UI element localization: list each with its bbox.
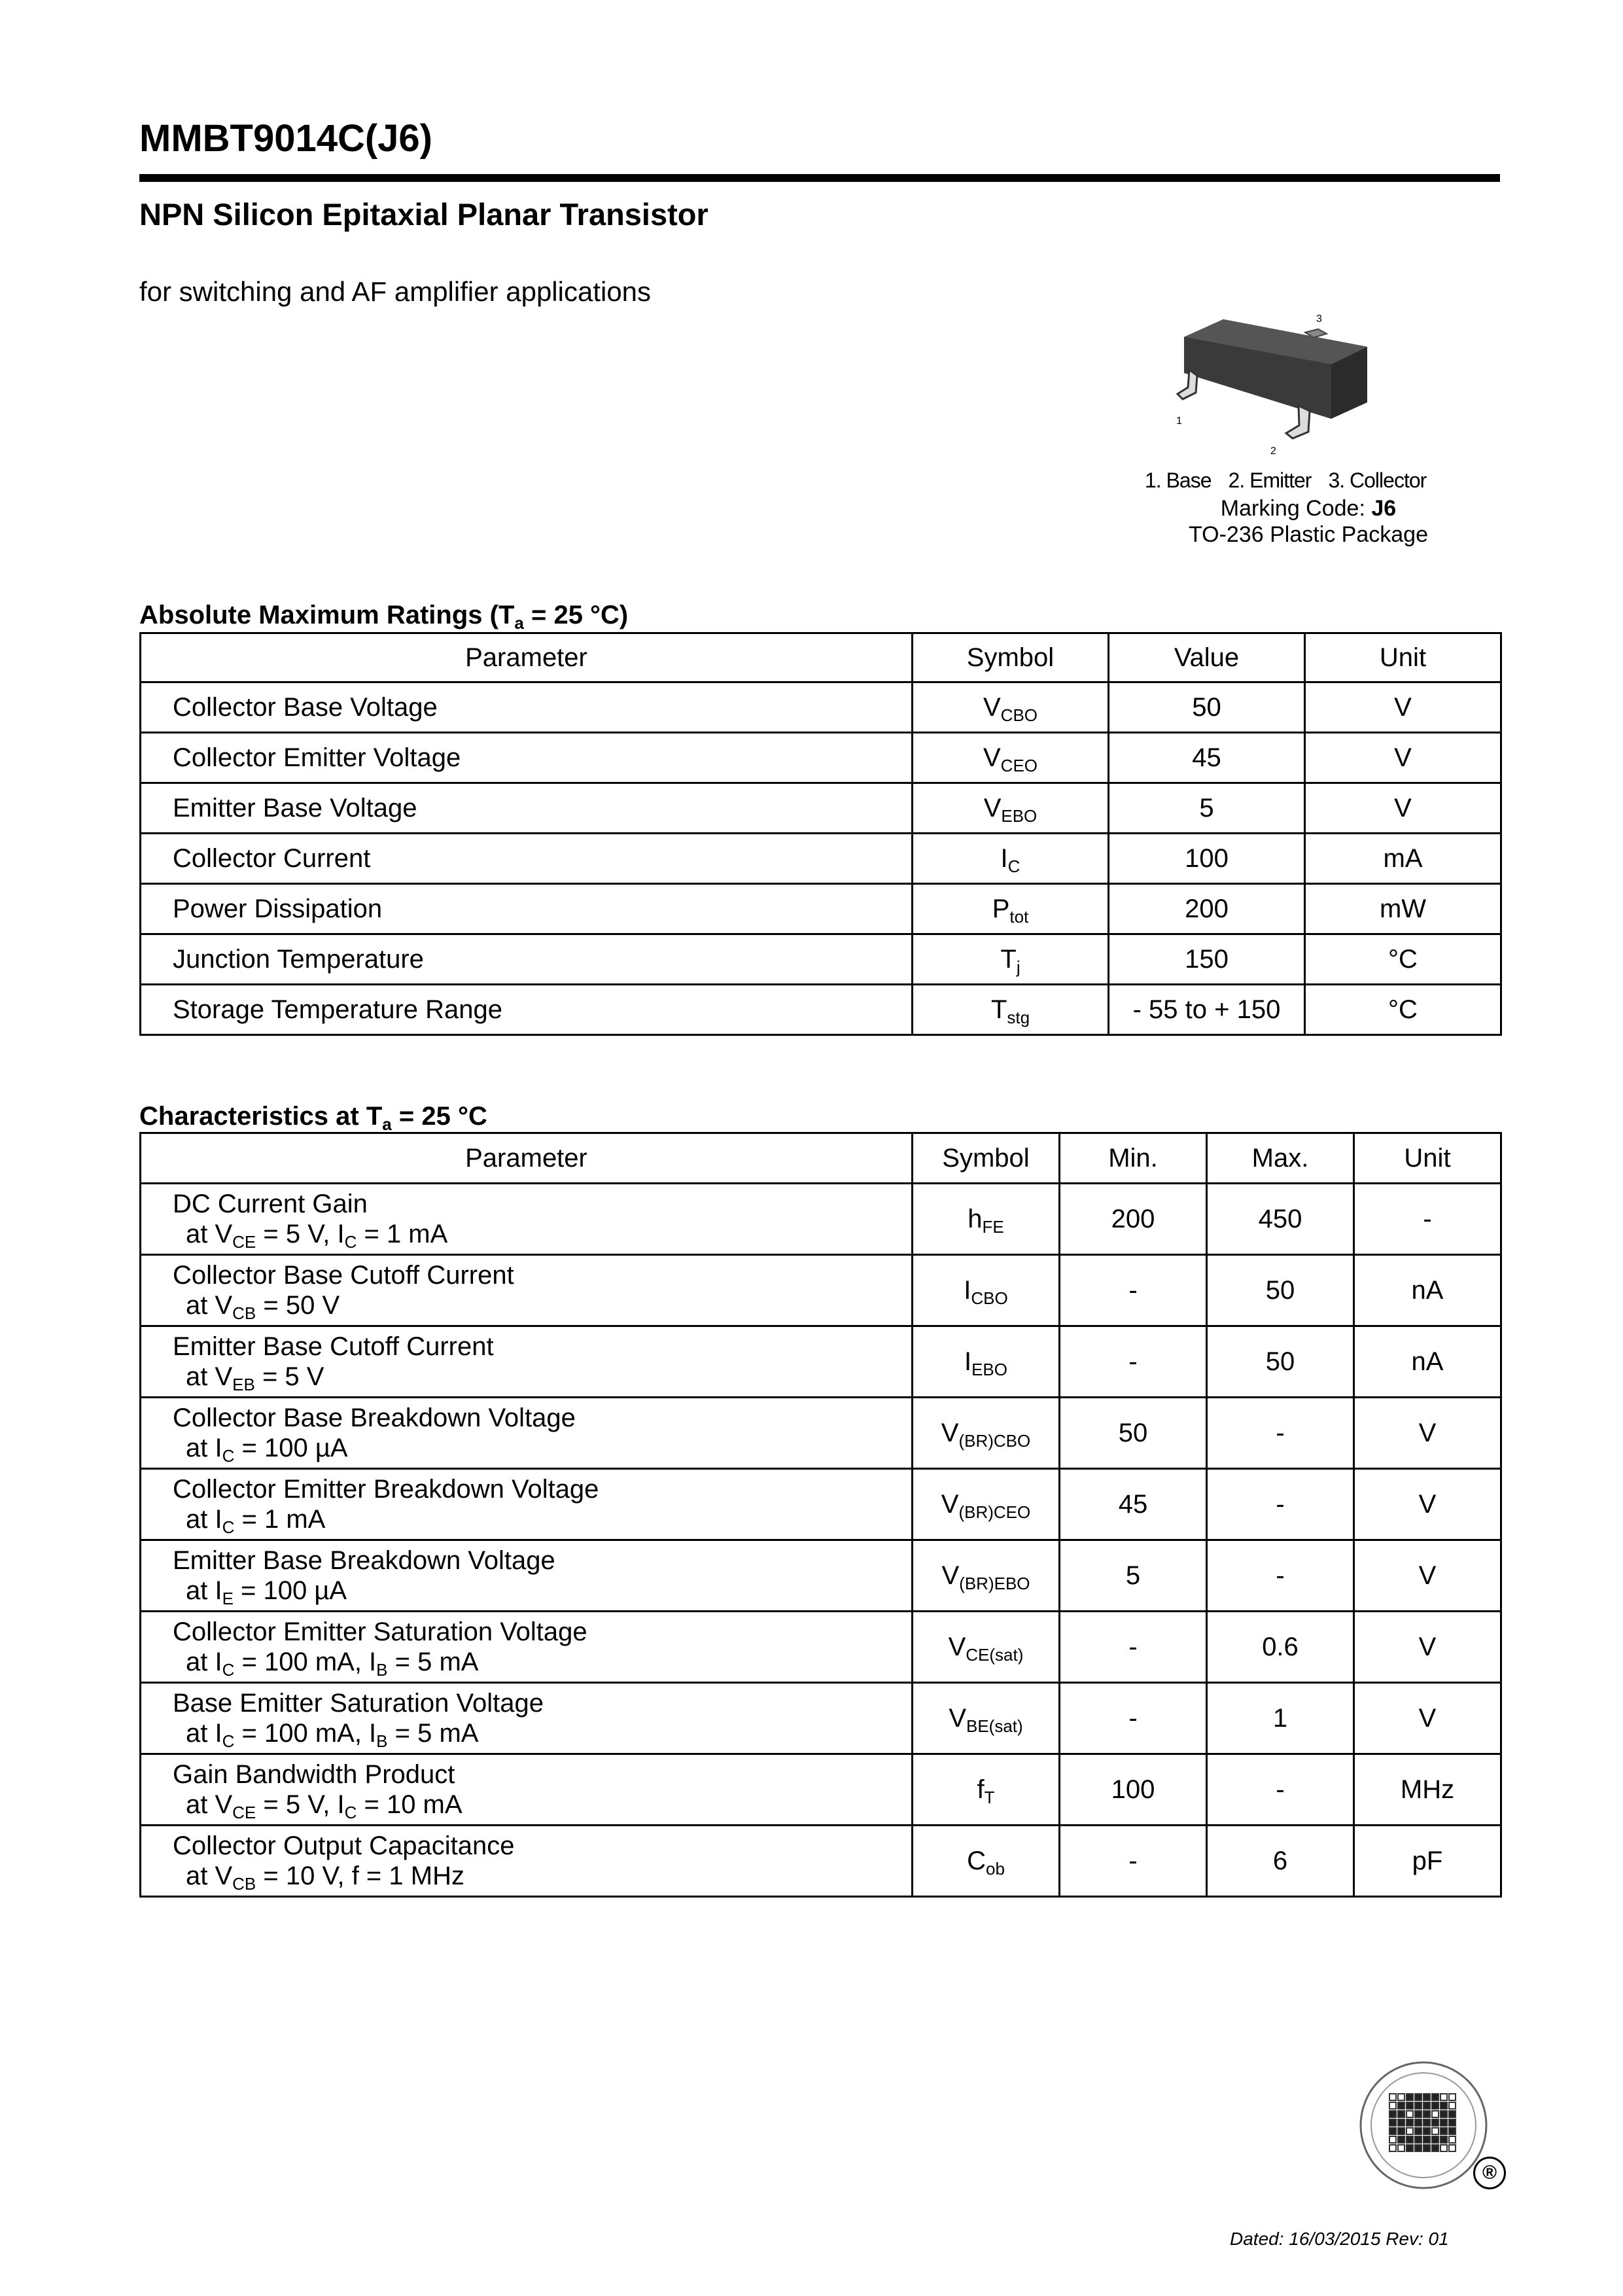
- table-row: [141, 733, 1501, 783]
- symbol-cell: $V_{(BR)CEO}$: [913, 1469, 1060, 1540]
- pin-legend: [1145, 468, 1426, 493]
- parameter-name: Collector Base Cutoff Current: [173, 1261, 514, 1290]
- logo-cell: [1406, 2136, 1413, 2143]
- parameter-cell: Storage Temperature Range: [141, 985, 913, 1035]
- applications-text: for switching and AF amplifier applications: [139, 276, 652, 307]
- logo-cell: [1432, 2111, 1439, 2117]
- logo-cell: [1406, 2119, 1413, 2126]
- absolute-max-title: Absolute Maximum Ratings ($T_a = 25$ °C): [139, 601, 629, 633]
- parameter-name: Collector Output Capacitance: [173, 1831, 515, 1860]
- parameter-condition: at $I_C = 100$ mA, $I_B = 5$ mA: [186, 1648, 479, 1680]
- table-row: [141, 1184, 1501, 1255]
- page-subtitle: NPN Silicon Epitaxial Planar Transistor: [139, 197, 708, 232]
- max-cell: 450: [1207, 1184, 1354, 1255]
- table-row: [141, 783, 1501, 834]
- symbol-cell: $f_T$: [913, 1754, 1060, 1826]
- logo-cell: [1398, 2094, 1405, 2100]
- logo-cell: [1432, 2094, 1439, 2100]
- symbol-cell: $V_{CBO}$: [913, 682, 1109, 733]
- column-header: Parameter: [141, 1133, 913, 1184]
- logo-cell: [1398, 2119, 1405, 2126]
- max-cell: 6: [1207, 1826, 1354, 1897]
- column-header: Unit: [1305, 633, 1501, 682]
- parameter-cell: [141, 1255, 913, 1326]
- logo-cell: [1406, 2102, 1413, 2109]
- logo-cell: [1389, 2136, 1396, 2143]
- logo-cell: [1449, 2119, 1456, 2126]
- logo-cell: [1449, 2111, 1456, 2117]
- column-header: Parameter: [141, 633, 913, 682]
- company-logo-seal: [1358, 2060, 1489, 2191]
- parameter-name: DC Current Gain: [173, 1190, 368, 1218]
- max-cell: 50: [1207, 1326, 1354, 1398]
- logo-cell: [1423, 2136, 1430, 2143]
- logo-cell: [1440, 2128, 1447, 2134]
- value-cell: - 55 to + 150: [1109, 985, 1305, 1035]
- table-row: [141, 1255, 1501, 1326]
- table-row: [141, 884, 1501, 934]
- max-cell: -: [1207, 1540, 1354, 1612]
- unit-cell: V: [1305, 682, 1501, 733]
- table-row: [141, 834, 1501, 884]
- parameter-condition: at $I_C = 1$ mA: [186, 1505, 326, 1537]
- logo-cell: [1415, 2145, 1422, 2151]
- parameter-name: Collector Emitter Saturation Voltage: [173, 1617, 587, 1646]
- parameter-cell: [141, 1754, 913, 1826]
- unit-cell: pF: [1354, 1826, 1501, 1897]
- min-cell: -: [1060, 1612, 1207, 1683]
- table-row: [141, 682, 1501, 733]
- min-cell: 50: [1060, 1398, 1207, 1469]
- parameter-name: Gain Bandwidth Product: [173, 1760, 455, 1789]
- logo-cell: [1398, 2111, 1405, 2117]
- min-cell: 100: [1060, 1754, 1207, 1826]
- parameter-cell: Emitter Base Voltage: [141, 783, 913, 834]
- absolute-max-table: [139, 632, 1502, 1036]
- min-cell: 45: [1060, 1469, 1207, 1540]
- logo-cell: [1406, 2128, 1413, 2134]
- unit-cell: V: [1354, 1683, 1501, 1754]
- page-title: MMBT9014C(J6): [139, 117, 432, 160]
- unit-cell: V: [1354, 1612, 1501, 1683]
- unit-cell: mA: [1305, 834, 1501, 884]
- parameter-condition: at $V_{CB} = 10$ V, f = 1 MHz: [186, 1862, 464, 1894]
- parameter-cell: [141, 1612, 913, 1683]
- parameter-cell: [141, 1683, 913, 1754]
- package-type: TO-236 Plastic Package: [1189, 522, 1428, 547]
- logo-cell: [1423, 2094, 1430, 2100]
- logo-cell: [1449, 2094, 1456, 2100]
- symbol-cell: $C_{ob}$: [913, 1826, 1060, 1897]
- value-cell: 50: [1109, 682, 1305, 733]
- parameter-cell: [141, 1826, 913, 1897]
- table-row: [141, 934, 1501, 985]
- unit-cell: nA: [1354, 1255, 1501, 1326]
- logo-cell: [1389, 2128, 1396, 2134]
- column-header: Symbol: [913, 633, 1109, 682]
- parameter-cell: [141, 1398, 913, 1469]
- parameter-cell: Collector Emitter Voltage: [141, 733, 913, 783]
- logo-cell: [1415, 2094, 1422, 2100]
- parameter-cell: Power Dissipation: [141, 884, 913, 934]
- max-cell: 50: [1207, 1255, 1354, 1326]
- pin-1-label: 1. Base: [1145, 468, 1212, 492]
- min-cell: 200: [1060, 1184, 1207, 1255]
- unit-cell: V: [1305, 783, 1501, 834]
- unit-cell: MHz: [1354, 1754, 1501, 1826]
- table-row: [141, 1754, 1501, 1826]
- symbol-cell: $I_{EBO}$: [913, 1326, 1060, 1398]
- logo-cell: [1423, 2111, 1430, 2117]
- parameter-name: Base Emitter Saturation Voltage: [173, 1689, 544, 1718]
- min-cell: -: [1060, 1826, 1207, 1897]
- value-cell: 100: [1109, 834, 1305, 884]
- max-cell: -: [1207, 1398, 1354, 1469]
- max-cell: 1: [1207, 1683, 1354, 1754]
- logo-cell: [1449, 2128, 1456, 2134]
- symbol-cell: $h_{FE}$: [913, 1184, 1060, 1255]
- marking-code: [1047, 496, 1570, 521]
- symbol-cell: $I_{CBO}$: [913, 1255, 1060, 1326]
- parameter-name: Emitter Base Breakdown Voltage: [173, 1546, 555, 1575]
- parameter-cell: [141, 1540, 913, 1612]
- logo-cell: [1415, 2119, 1422, 2126]
- table-row: [141, 1398, 1501, 1469]
- logo-cell: [1440, 2111, 1447, 2117]
- marking-code-label: Marking Code:: [1220, 496, 1365, 521]
- logo-cell: [1432, 2145, 1439, 2151]
- logo-cell: [1440, 2119, 1447, 2126]
- parameter-condition: at $V_{CE} = 5$ V, $I_C = 1$ mA: [186, 1220, 448, 1252]
- logo-cell: [1432, 2128, 1439, 2134]
- table-row: [141, 1612, 1501, 1683]
- parameter-cell: [141, 1184, 913, 1255]
- characteristics-title: Characteristics at $T_a = 25$ °C: [139, 1102, 487, 1134]
- logo-cell: [1398, 2145, 1405, 2151]
- parameter-cell: Collector Base Voltage: [141, 682, 913, 733]
- parameter-cell: [141, 1326, 913, 1398]
- parameter-condition: at $I_E = 100$ µA: [186, 1576, 347, 1608]
- pin-2-label: 2. Emitter: [1228, 468, 1312, 492]
- logo-cell: [1440, 2094, 1447, 2100]
- parameter-cell: Collector Current: [141, 834, 913, 884]
- symbol-cell: $I_C$: [913, 834, 1109, 884]
- unit-cell: °C: [1305, 934, 1501, 985]
- symbol-cell: $V_{BE(sat)}$: [913, 1683, 1060, 1754]
- symbol-cell: $P_{tot}$: [913, 884, 1109, 934]
- logo-cell: [1389, 2094, 1396, 2100]
- logo-cell: [1440, 2102, 1447, 2109]
- min-cell: 5: [1060, 1540, 1207, 1612]
- max-cell: -: [1207, 1754, 1354, 1826]
- parameter-condition: at $I_C = 100$ mA, $I_B = 5$ mA: [186, 1719, 479, 1751]
- parameter-condition: at $I_C = 100$ µA: [186, 1434, 348, 1466]
- logo-cell: [1398, 2102, 1405, 2109]
- unit-cell: V: [1354, 1398, 1501, 1469]
- table-header-row: [141, 633, 1501, 682]
- logo-cell: [1389, 2102, 1396, 2109]
- registered-mark: ®: [1473, 2157, 1506, 2189]
- title-divider: [139, 174, 1500, 182]
- logo-cell: [1389, 2145, 1396, 2151]
- column-header: Max.: [1207, 1133, 1354, 1184]
- logo-cell: [1440, 2136, 1447, 2143]
- unit-cell: V: [1305, 733, 1501, 783]
- column-header: Unit: [1354, 1133, 1501, 1184]
- symbol-cell: $V_{CEO}$: [913, 733, 1109, 783]
- logo-cell: [1432, 2119, 1439, 2126]
- parameter-condition: at $V_{CB} = 50$ V: [186, 1291, 340, 1323]
- logo-cell: [1449, 2145, 1456, 2151]
- parameter-cell: [141, 1469, 913, 1540]
- parameter-cell: Junction Temperature: [141, 934, 913, 985]
- table-row: [141, 1683, 1501, 1754]
- logo-cell: [1423, 2102, 1430, 2109]
- parameter-name: Collector Base Breakdown Voltage: [173, 1404, 576, 1432]
- logo-cell: [1406, 2111, 1413, 2117]
- table-row: [141, 1469, 1501, 1540]
- value-cell: 200: [1109, 884, 1305, 934]
- symbol-cell: $V_{(BR)CBO}$: [913, 1398, 1060, 1469]
- unit-cell: V: [1354, 1540, 1501, 1612]
- logo-cell: [1398, 2136, 1405, 2143]
- characteristics-table: [139, 1132, 1502, 1898]
- unit-cell: -: [1354, 1184, 1501, 1255]
- pin-number-2: 2: [1270, 446, 1276, 457]
- parameter-condition: at $V_{EB} = 5$ V: [186, 1362, 324, 1394]
- min-cell: -: [1060, 1683, 1207, 1754]
- logo-cell: [1432, 2102, 1439, 2109]
- logo-cell: [1449, 2136, 1456, 2143]
- max-cell: 0.6: [1207, 1612, 1354, 1683]
- table-row: [141, 1826, 1501, 1897]
- pin-number-3: 3: [1316, 313, 1322, 325]
- symbol-cell: $V_{EBO}$: [913, 783, 1109, 834]
- logo-cell: [1423, 2128, 1430, 2134]
- column-header: Min.: [1060, 1133, 1207, 1184]
- pin-3-label: 3. Collector: [1328, 468, 1427, 492]
- value-cell: 45: [1109, 733, 1305, 783]
- column-header: Symbol: [913, 1133, 1060, 1184]
- symbol-cell: $V_{CE(sat)}$: [913, 1612, 1060, 1683]
- logo-cell: [1415, 2102, 1422, 2109]
- max-cell: -: [1207, 1469, 1354, 1540]
- logo-cell: [1432, 2136, 1439, 2143]
- logo-cell: [1406, 2145, 1413, 2151]
- table-row: [141, 1540, 1501, 1612]
- symbol-cell: $T_{stg}$: [913, 985, 1109, 1035]
- logo-cell: [1415, 2128, 1422, 2134]
- table-row: [141, 1326, 1501, 1398]
- logo-cell: [1440, 2145, 1447, 2151]
- logo-cell: [1415, 2136, 1422, 2143]
- logo-cell: [1415, 2111, 1422, 2117]
- logo-cell: [1398, 2128, 1405, 2134]
- unit-cell: mW: [1305, 884, 1501, 934]
- package-drawing: [1171, 308, 1380, 458]
- value-cell: 150: [1109, 934, 1305, 985]
- logo-cell: [1406, 2094, 1413, 2100]
- parameter-name: Emitter Base Cutoff Current: [173, 1332, 494, 1361]
- unit-cell: °C: [1305, 985, 1501, 1035]
- logo-cell: [1423, 2119, 1430, 2126]
- table-header-row: [141, 1133, 1501, 1184]
- logo-cell: [1389, 2119, 1396, 2126]
- unit-cell: V: [1354, 1469, 1501, 1540]
- min-cell: -: [1060, 1326, 1207, 1398]
- logo-cell: [1449, 2102, 1456, 2109]
- value-cell: 5: [1109, 783, 1305, 834]
- column-header: Value: [1109, 633, 1305, 682]
- logo-cell: [1389, 2111, 1396, 2117]
- logo-cell: [1423, 2145, 1430, 2151]
- marking-code-value: J6: [1371, 496, 1397, 521]
- table-row: [141, 985, 1501, 1035]
- min-cell: -: [1060, 1255, 1207, 1326]
- symbol-cell: $T_j$: [913, 934, 1109, 985]
- pin-number-1: 1: [1176, 415, 1182, 427]
- symbol-cell: $V_{(BR)EBO}$: [913, 1540, 1060, 1612]
- parameter-condition: at $V_{CE} = 5$ V, $I_C = 10$ mA: [186, 1790, 462, 1822]
- revision-date: Dated: 16/03/2015 Rev: 01: [1230, 2229, 1449, 2249]
- unit-cell: nA: [1354, 1326, 1501, 1398]
- parameter-name: Collector Emitter Breakdown Voltage: [173, 1475, 599, 1504]
